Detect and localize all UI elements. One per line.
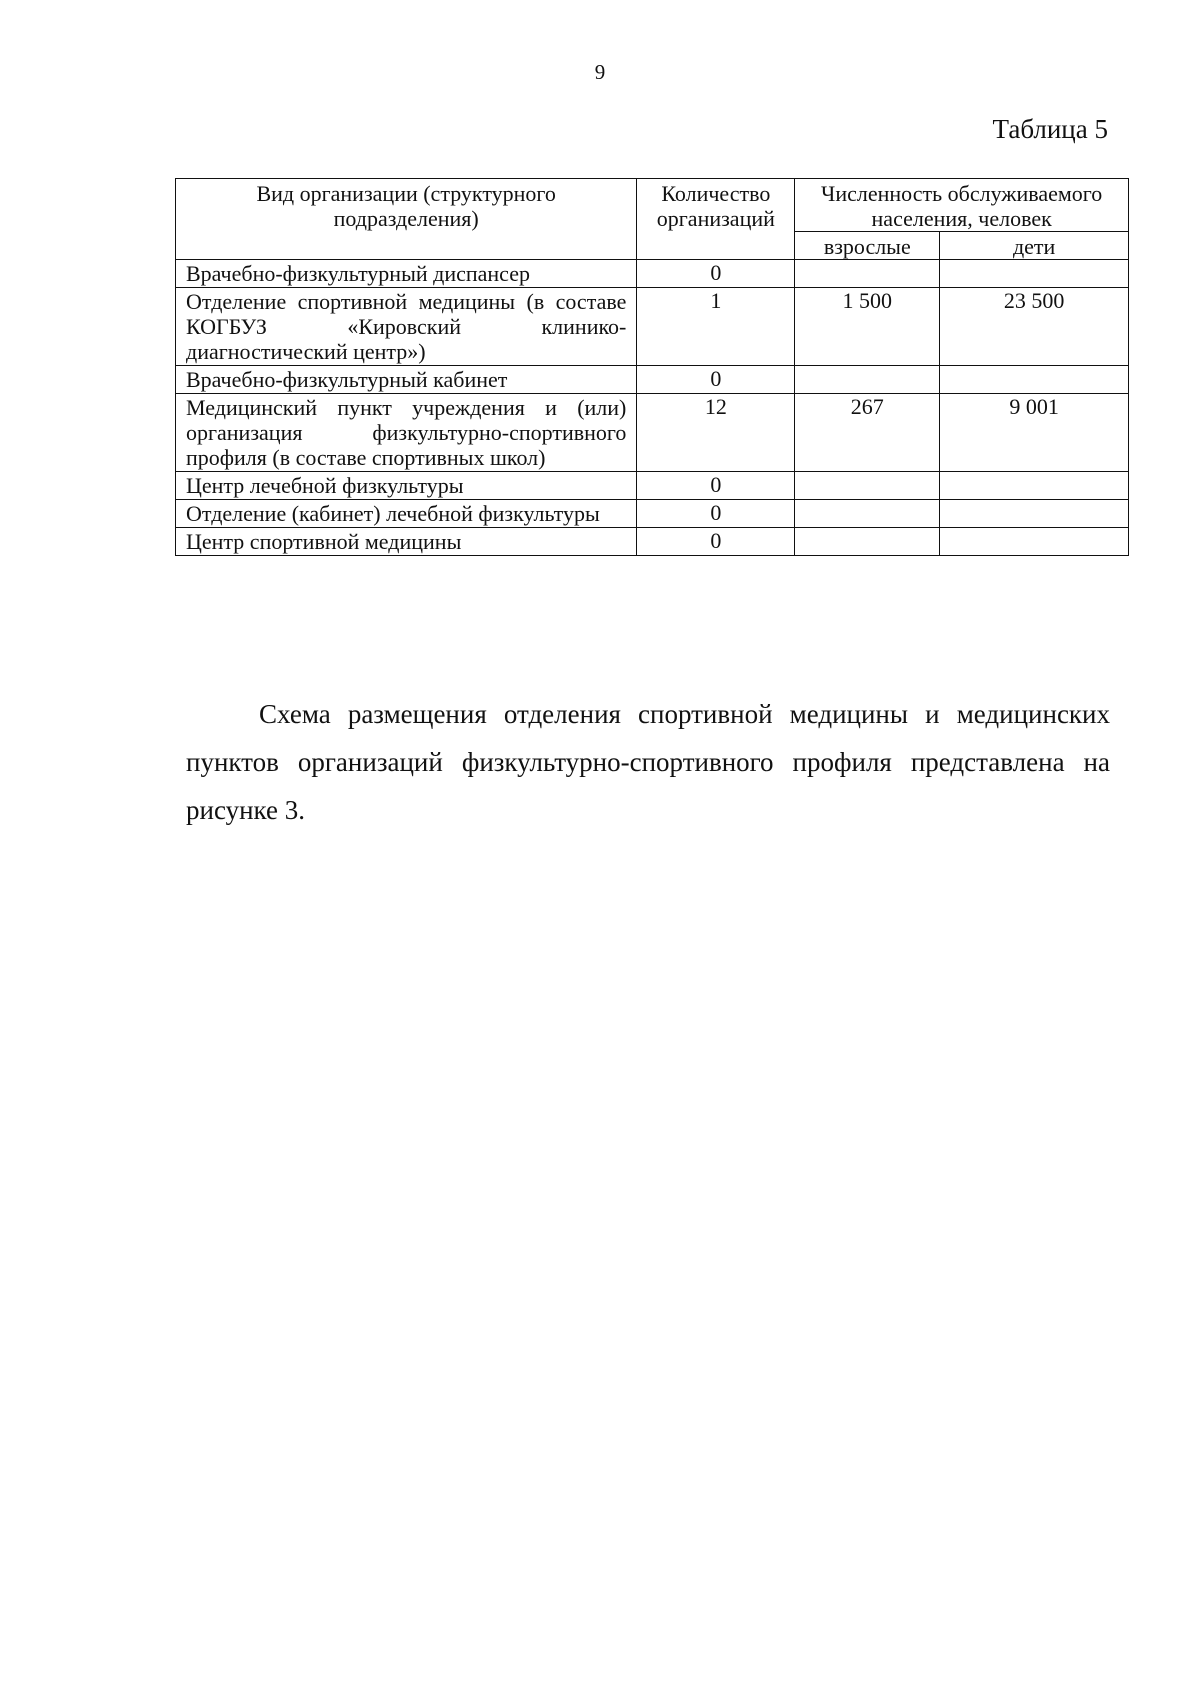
table-row [176, 394, 1129, 472]
header-org-type: Вид организации (структурного подразделения) [176, 179, 637, 260]
row-name: Центр лечебной физкультуры [176, 472, 637, 500]
page-number: 9 [594, 60, 606, 84]
header-count: Количество организаций [637, 179, 795, 260]
row-name: Медицинский пункт учреждения и (или) организация физкультурно-спортивного профиля (в составе спортивных школ) [176, 394, 637, 472]
row-children [940, 472, 1129, 500]
row-adults: 1 500 [795, 288, 940, 366]
table-row [176, 366, 1129, 394]
row-count: 0 [637, 528, 795, 556]
row-count: 0 [637, 500, 795, 528]
row-adults [795, 366, 940, 394]
organizations-table [175, 178, 1129, 556]
header-children: дети [940, 232, 1129, 260]
body-paragraph: Схема размещения отделения спортивной медицины и медицинских пунктов организаций физкультурно-спортивного профиля представлена на рисунке 3. [186, 699, 1110, 825]
row-children [940, 500, 1129, 528]
row-name: Отделение спортивной медицины (в составе КОГБУЗ «Кировский клинико-диагностический центр») [176, 288, 637, 366]
row-adults [795, 528, 940, 556]
row-name: Врачебно-физкультурный кабинет [176, 366, 637, 394]
row-children [940, 366, 1129, 394]
row-adults: 267 [795, 394, 940, 472]
row-count: 1 [637, 288, 795, 366]
row-adults [795, 472, 940, 500]
row-name: Отделение (кабинет) лечебной физкультуры [176, 500, 637, 528]
table-row [176, 472, 1129, 500]
table-caption: Таблица 5 [992, 114, 1108, 144]
row-adults [795, 260, 940, 288]
row-count: 0 [637, 366, 795, 394]
table-row [176, 288, 1129, 366]
header-population: Численность обслуживаемого населения, человек [795, 179, 1129, 232]
row-adults [795, 500, 940, 528]
row-count: 0 [637, 260, 795, 288]
table-row [176, 528, 1129, 556]
table-row [176, 500, 1129, 528]
row-name: Врачебно-физкультурный диспансер [176, 260, 637, 288]
row-children: 23 500 [940, 288, 1129, 366]
header-adults: взрослые [795, 232, 940, 260]
row-children [940, 528, 1129, 556]
row-children [940, 260, 1129, 288]
row-children: 9 001 [940, 394, 1129, 472]
table-row [176, 260, 1129, 288]
row-count: 0 [637, 472, 795, 500]
row-count: 12 [637, 394, 795, 472]
row-name: Центр спортивной медицины [176, 528, 637, 556]
